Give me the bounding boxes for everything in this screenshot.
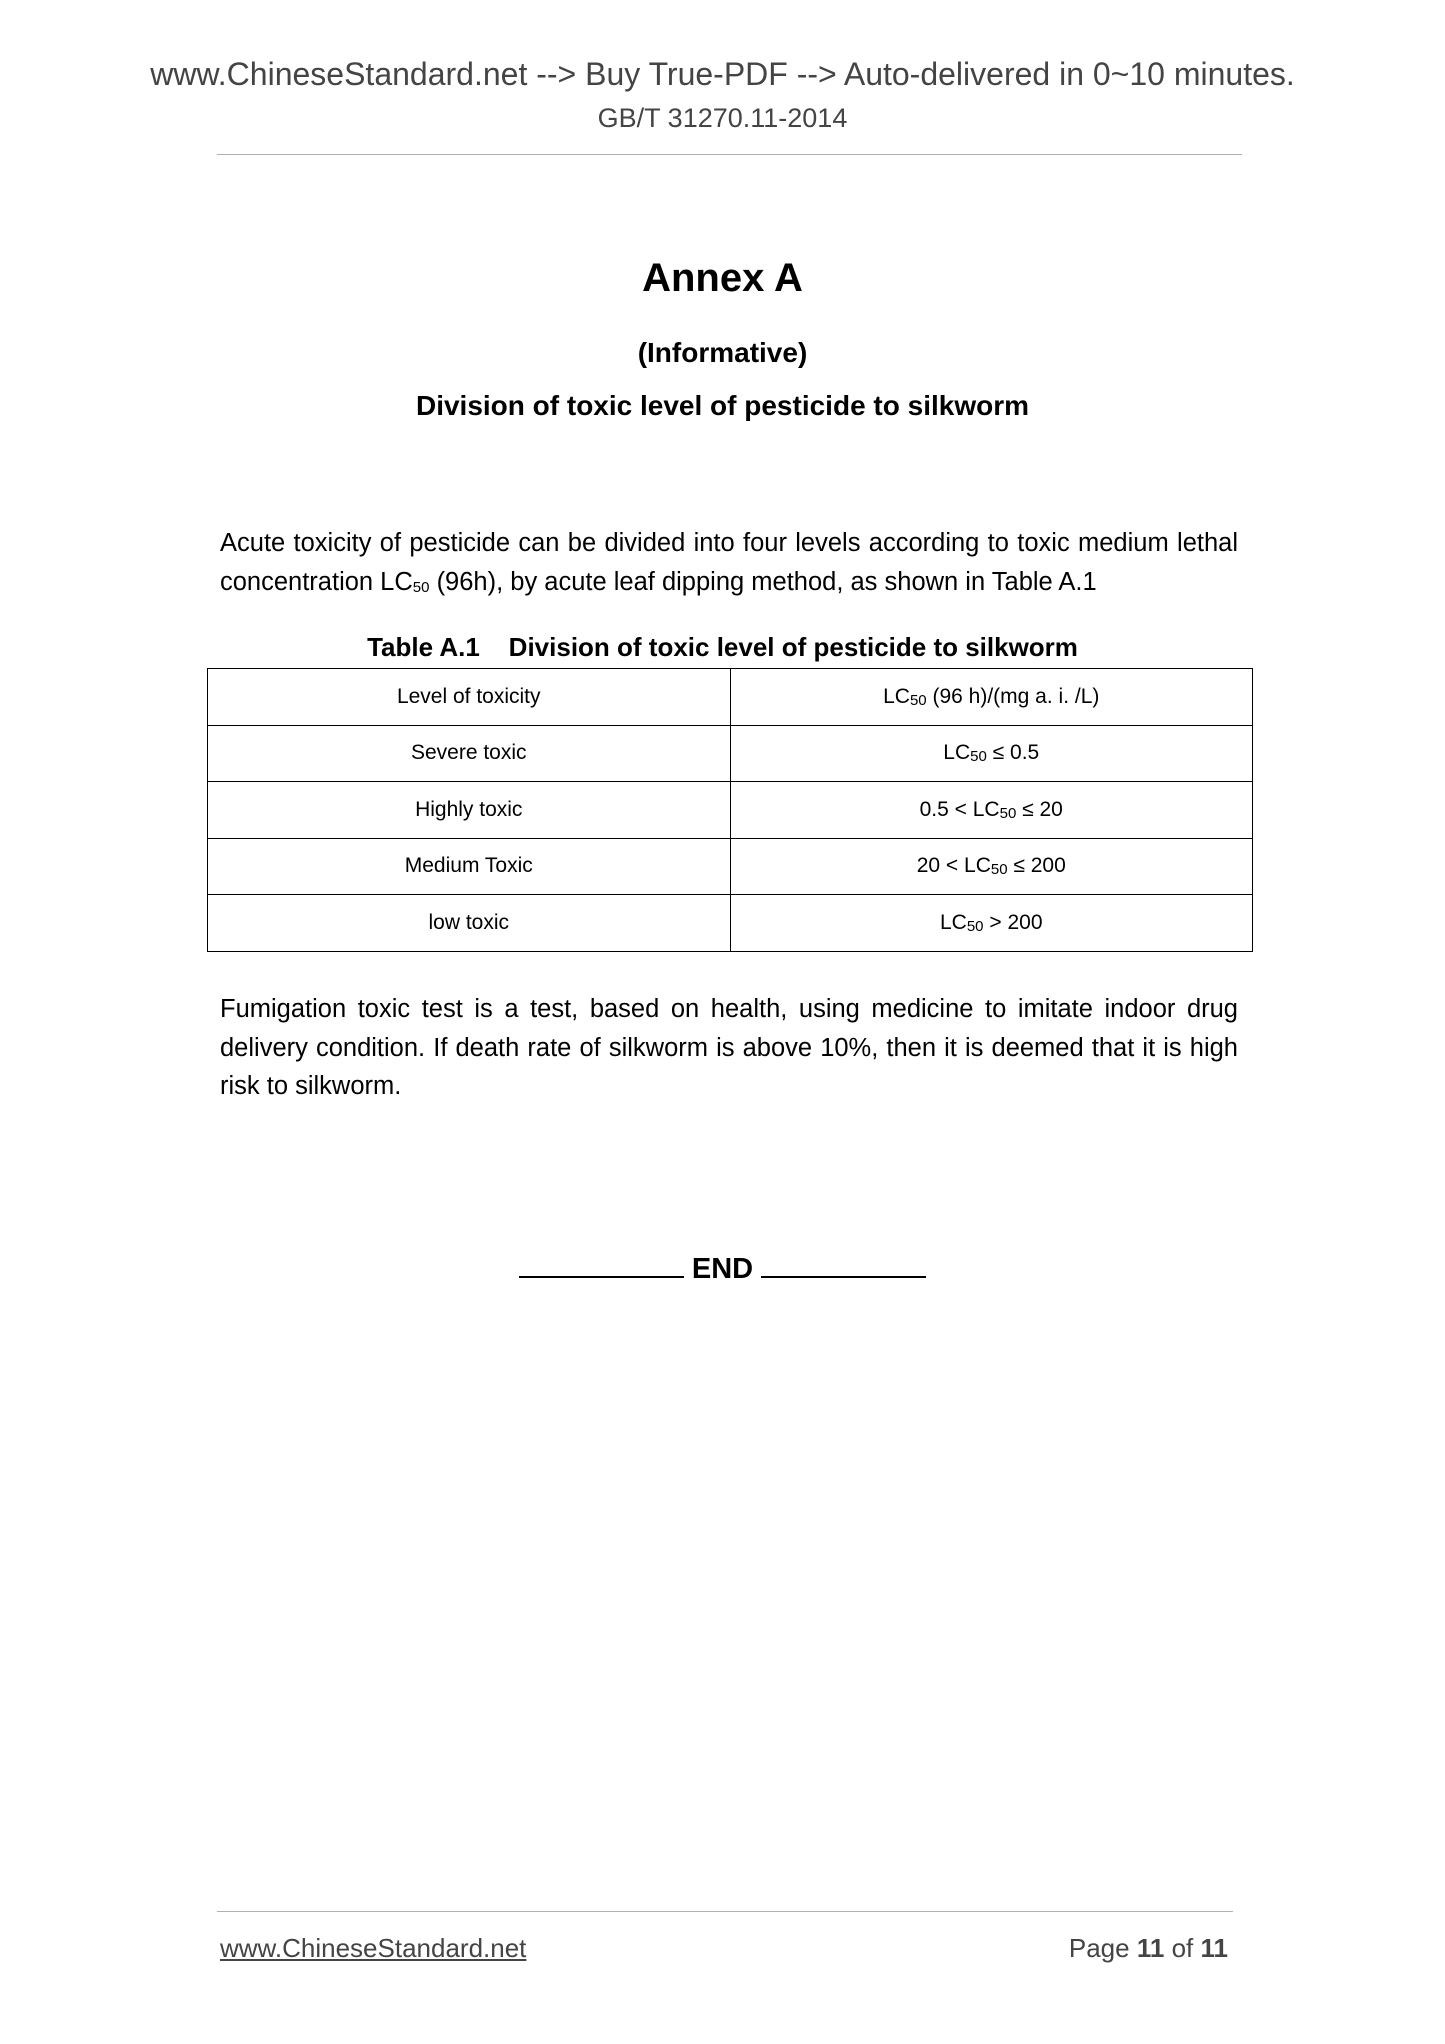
page-word: Page xyxy=(1068,1933,1130,1963)
annex-type: (Informative) xyxy=(637,337,808,368)
lc-suffix: > 200 xyxy=(983,910,1043,934)
cell-lc50 xyxy=(730,895,1253,952)
page-total: 11 xyxy=(1200,1933,1228,1963)
lc-prefix: 20 < LC xyxy=(916,854,991,878)
end-marker xyxy=(0,1250,1445,1286)
page-current: 11 xyxy=(1136,1933,1165,1963)
page-of: of xyxy=(1171,1933,1194,1963)
annex-title: Annex A xyxy=(642,256,803,300)
table-header-row xyxy=(208,669,1253,726)
end-label: END xyxy=(691,1253,754,1285)
table-row xyxy=(208,895,1253,952)
end-rule-left xyxy=(519,1250,684,1278)
lc-prefix: 0.5 < LC xyxy=(919,797,1000,821)
lc-prefix: LC xyxy=(883,684,910,708)
standard-code: GB/T 31270.11-2014 xyxy=(597,103,848,133)
intro-paragraph xyxy=(220,524,1238,605)
table-row xyxy=(208,782,1253,839)
table-row xyxy=(208,838,1253,895)
table-row xyxy=(208,725,1253,782)
header-divider xyxy=(217,154,1242,155)
lc-subscript: 50 xyxy=(966,917,984,935)
toxicity-table xyxy=(207,668,1253,952)
page-indicator xyxy=(1069,1933,1228,1964)
lc-suffix: ≤ 0.5 xyxy=(986,741,1040,765)
intro-text-2: (96h), by acute leaf dipping method, as shown in Table A.1 xyxy=(429,567,1097,596)
cell-level: Medium Toxic xyxy=(208,838,731,895)
lc-subscript: 50 xyxy=(970,748,987,766)
fumigation-paragraph: Fumigation toxic test is a test, based on health, using medicine to imitate indoor drug delivery condition. If death rate of silkworm is above 10%, then it is deemed that it is high risk to silkworm. xyxy=(220,995,1238,1100)
lc-prefix: LC xyxy=(943,741,971,765)
lc-subscript: 50 xyxy=(909,691,927,709)
cell-level: Severe toxic xyxy=(208,725,731,782)
cell-lc50 xyxy=(730,725,1253,782)
cell-lc50 xyxy=(730,782,1253,839)
lc-prefix: LC xyxy=(939,910,967,934)
footer-divider xyxy=(217,1911,1233,1912)
lc-suffix: ≤ 200 xyxy=(1007,854,1066,878)
annex-subtitle: Division of toxic level of pesticide to silkworm xyxy=(415,390,1030,421)
table-caption: Table A.1 Division of toxic level of pesticide to silkworm xyxy=(367,632,1078,662)
cell-lc50 xyxy=(730,838,1253,895)
lc-suffix: ≤ 20 xyxy=(1016,797,1063,821)
lc-suffix: (96 h)/(mg a. i. /L) xyxy=(926,684,1100,708)
lc-subscript: 50 xyxy=(990,861,1008,879)
footer-site-link[interactable]: www.ChineseStandard.net xyxy=(220,1933,527,1963)
header-cell-level: Level of toxicity xyxy=(208,669,731,726)
end-rule-right xyxy=(761,1250,926,1278)
lc-subscript: 50 xyxy=(999,804,1017,822)
intro-subscript: 50 xyxy=(412,578,430,596)
intro-text-1: Acute toxicity of pesticide can be divided into four levels according to toxic medium lethal concentration LC xyxy=(220,529,1238,596)
cell-level: Highly toxic xyxy=(208,782,731,839)
header-banner: www.ChineseStandard.net --> Buy True-PDF --> Auto-delivered in 0~10 minutes. xyxy=(150,56,1295,92)
cell-level: low toxic xyxy=(208,895,731,952)
header-cell-lc50 xyxy=(730,669,1253,726)
